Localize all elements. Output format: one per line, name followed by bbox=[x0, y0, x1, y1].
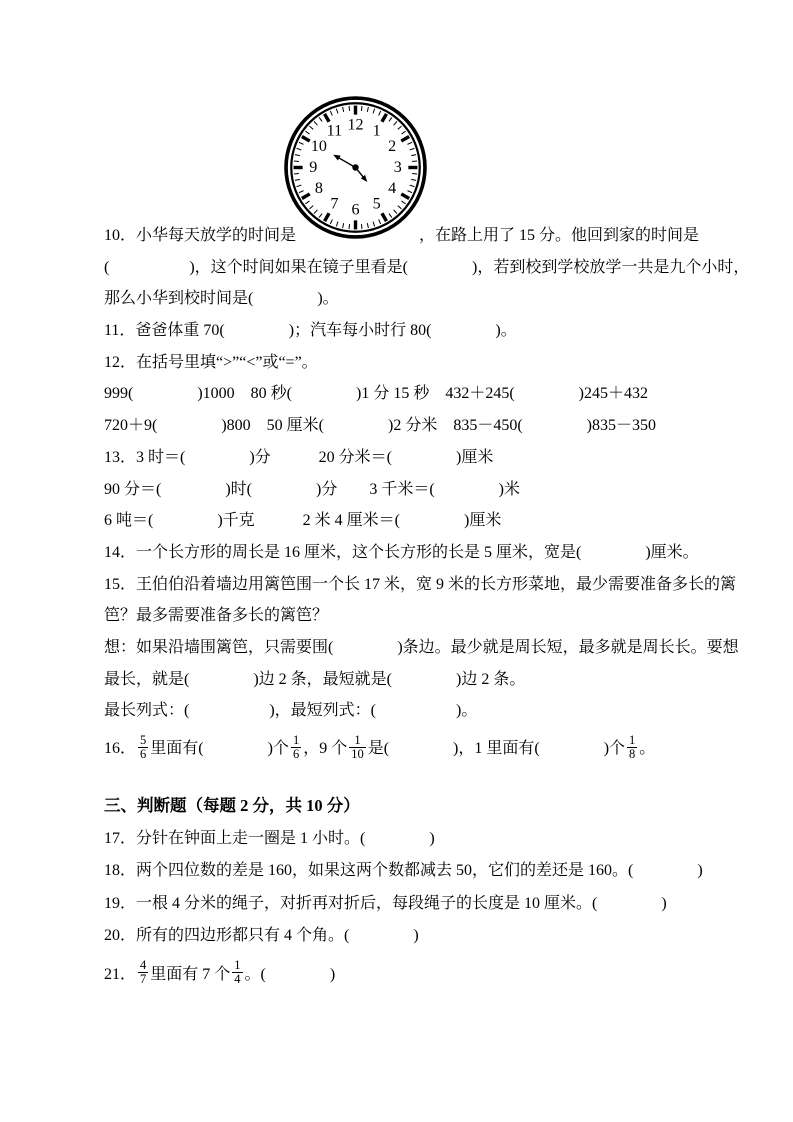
clock-number: 6 bbox=[351, 201, 360, 219]
text-run: 20．所有的四边形都只有 4 个角。( ) bbox=[104, 927, 419, 944]
text-run: 最长列式：( )，最短列式：( )。 bbox=[104, 702, 478, 720]
section-3-heading bbox=[104, 790, 744, 823]
text-run: 三、判断题（每题 2 分，共 10 分） bbox=[104, 796, 360, 815]
text-run: 18．两个四位数的差是 160，如果这两个数都减去 50，它们的差还是 160。( ) bbox=[104, 862, 703, 879]
text-run: 19．一根 4 分米的绳子，对折再对折后，每段绳子的长度是 10 厘米。( ) bbox=[104, 894, 667, 912]
analog-clock bbox=[283, 95, 428, 240]
text-run: 12．在括号里填“>”“<”或“=”。 bbox=[104, 353, 318, 371]
question-13-row-1 bbox=[104, 442, 744, 474]
question-12-row-2 bbox=[104, 410, 744, 442]
question-14-line bbox=[104, 537, 744, 569]
question-21-line bbox=[104, 953, 744, 996]
text-run: 14．一个长方形的周长是 16 厘米，这个长方形的长是 5 厘米，宽是( )厘米。 bbox=[104, 543, 699, 561]
clock-number: 11 bbox=[326, 122, 343, 140]
clock-number: 4 bbox=[388, 180, 397, 198]
question-13-row-3 bbox=[104, 505, 744, 537]
question-12-row-1 bbox=[104, 378, 744, 410]
question-17-line bbox=[104, 823, 744, 856]
inline-spacer bbox=[296, 239, 419, 240]
clock-number: 9 bbox=[309, 159, 318, 176]
text-run: 15．王伯伯沿着墙边用篱笆围一个长 17 米，宽 9 米的长方形菜地，最少需要准备多长的篱 bbox=[104, 575, 737, 593]
clock-minute-tick bbox=[294, 173, 299, 174]
question-19-line bbox=[104, 888, 744, 921]
text-run: 里面有( )个 bbox=[150, 740, 289, 757]
text-run: 最长，就是( )边 2 条，最短就是( )边 2 条。 bbox=[104, 670, 526, 688]
text-run: 。( ) bbox=[244, 965, 336, 983]
question-11-line bbox=[104, 315, 744, 347]
fraction: $\frac{4}{7}$ bbox=[140, 958, 147, 987]
text-run: 。 bbox=[639, 740, 656, 757]
fraction: $\frac{1}{4}$ bbox=[234, 958, 241, 987]
clock-number: 1 bbox=[372, 122, 381, 140]
text-run: 90 分＝( )时( )分 3 千米＝( )米 bbox=[104, 480, 520, 498]
text-run: 17．分针在钟面上走一圈是 1 小时。( ) bbox=[104, 829, 435, 847]
question-15-line-2 bbox=[104, 600, 744, 632]
clock-number: 5 bbox=[372, 195, 381, 213]
text-run: ，在路上用了 15 分。他回到家的时间是 bbox=[419, 227, 700, 244]
clock-number: 2 bbox=[388, 137, 397, 155]
clock-number: 8 bbox=[314, 180, 323, 198]
text-run: 是( )，1 里面有( )个 bbox=[367, 740, 626, 757]
question-13-row-2 bbox=[104, 474, 744, 506]
clock-minute-tick bbox=[412, 161, 417, 162]
text-run: 想：如果沿墙围篱笆，只需要围( )条边。最少就是周长短，最多就是周长长。要想 bbox=[104, 638, 739, 656]
fraction: $\frac{5}{6}$ bbox=[140, 732, 147, 761]
text-run: 11．爸爸体重 70( )；汽车每小时行 80( )。 bbox=[104, 322, 517, 340]
clock-number: 12 bbox=[347, 116, 364, 134]
fraction: $\frac{1}{8}$ bbox=[629, 732, 636, 761]
text-run: 21． bbox=[104, 965, 137, 983]
question-10-line-2 bbox=[104, 252, 750, 284]
text-run: 999( )1000 80 秒( )1 分 15 秒 432＋245( )245＋432 bbox=[104, 385, 648, 403]
document-content bbox=[104, 220, 750, 996]
question-15-think-line-1 bbox=[104, 632, 744, 664]
fraction: $\frac{1}{10}$ bbox=[351, 732, 364, 761]
text-run: 16． bbox=[104, 740, 137, 757]
clock-minute-tick bbox=[349, 106, 350, 111]
question-15-think-line-2 bbox=[104, 664, 744, 696]
question-15-expression-line bbox=[104, 695, 744, 727]
question-16-line bbox=[104, 727, 744, 770]
clock-minute-tick bbox=[361, 106, 362, 111]
clock-minute-tick bbox=[294, 161, 299, 162]
text-run: 13．3 时＝( )分 20 分米＝( )厘米 bbox=[104, 448, 494, 466]
analog-clock-svg bbox=[283, 95, 428, 240]
text-run: 10．小华每天放学的时间是 bbox=[104, 227, 297, 244]
clock-center-dot bbox=[352, 164, 358, 170]
text-run: ( )，这个时间如果在镜子里看是( )，若到校到学校放学一共是九个小时， bbox=[104, 258, 750, 276]
text-run: ，9 个 bbox=[303, 740, 348, 757]
clock-number: 3 bbox=[393, 159, 402, 176]
text-run: 720＋9( )800 50 厘米( )2 分米 835－450( )835－350 bbox=[104, 417, 656, 435]
text-run: 笆？最多需要准备多长的篱笆？ bbox=[104, 607, 329, 625]
text-run: 里面有 7 个 bbox=[150, 965, 231, 983]
question-10-line-3 bbox=[104, 283, 744, 315]
question-10-line-1 bbox=[104, 220, 744, 252]
text-run: 6 吨＝( )千克 2 米 4 厘米＝( )厘米 bbox=[104, 512, 502, 530]
clock-number: 10 bbox=[310, 137, 327, 155]
fraction: $\frac{1}{6}$ bbox=[292, 732, 300, 761]
clock-number: 7 bbox=[330, 195, 339, 213]
clock-minute-tick bbox=[412, 173, 417, 174]
question-12-intro bbox=[104, 347, 744, 379]
question-15-line-1 bbox=[104, 569, 744, 601]
question-20-line bbox=[104, 920, 744, 953]
question-18-line bbox=[104, 855, 744, 888]
text-run: 那么小华到校时间是( )。 bbox=[104, 290, 339, 308]
